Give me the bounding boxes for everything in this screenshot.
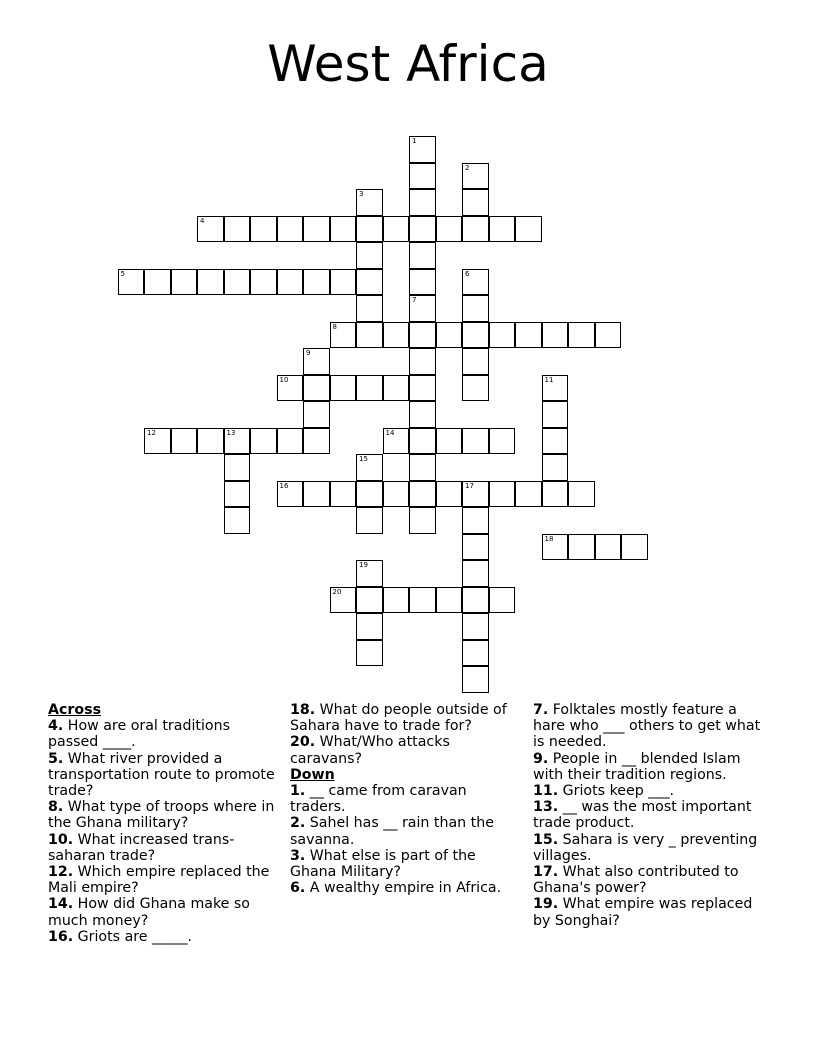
grid-cell[interactable] — [462, 507, 489, 534]
grid-cell[interactable] — [595, 322, 622, 349]
grid-cell[interactable] — [542, 481, 569, 508]
cell-number: 18 — [544, 534, 554, 543]
grid-cell[interactable] — [515, 216, 542, 243]
grid-cell[interactable] — [542, 375, 569, 402]
clue-down-11: 11. Griots keep ___. — [533, 783, 675, 800]
grid-cell[interactable] — [409, 428, 436, 455]
grid-cell[interactable] — [356, 375, 383, 402]
grid-cell[interactable] — [356, 507, 383, 534]
grid-cell[interactable] — [330, 322, 357, 349]
across-heading: Across — [48, 702, 102, 718]
cell-number: 2 — [465, 163, 470, 172]
grid-cell[interactable] — [356, 295, 383, 322]
cell-number: 13 — [226, 428, 236, 437]
clue-across-16: 16. Griots are _____. — [48, 928, 193, 945]
grid-cell[interactable] — [277, 269, 304, 296]
grid-cell[interactable] — [144, 428, 171, 455]
clue-across-10: 10. What increased trans-saharan trade? — [48, 831, 235, 864]
cell-number: 8 — [332, 322, 337, 331]
grid-cell[interactable] — [356, 216, 383, 243]
grid-cell[interactable] — [462, 666, 489, 693]
cell-number: 17 — [465, 481, 474, 490]
grid-cell[interactable] — [409, 348, 436, 375]
grid-cell[interactable] — [303, 428, 330, 455]
grid-cell[interactable] — [462, 428, 489, 455]
grid-cell[interactable] — [436, 322, 463, 349]
grid-cell[interactable] — [277, 481, 304, 508]
grid-cell[interactable] — [303, 375, 330, 402]
cell-number: 20 — [332, 587, 342, 596]
grid-cell[interactable] — [383, 428, 410, 455]
grid-cell[interactable] — [462, 322, 489, 349]
clue-down-3: 3. What else is part of the Ghana Military? — [290, 847, 476, 881]
grid-cell[interactable] — [542, 454, 569, 481]
grid-cell[interactable] — [462, 481, 489, 508]
grid-cell[interactable] — [409, 375, 436, 402]
cell-number: 5 — [120, 269, 125, 278]
grid-cell[interactable] — [462, 189, 489, 216]
grid-cell[interactable] — [462, 640, 489, 667]
clue-across-14: 14. How did Ghana make so much money? — [48, 896, 250, 929]
grid-cell[interactable] — [144, 269, 171, 296]
grid-cell[interactable] — [303, 401, 330, 428]
clue-across-12: 12. Which empire replaced the Mali empire? — [48, 864, 270, 897]
grid-cell[interactable] — [462, 613, 489, 640]
grid-cell[interactable] — [489, 481, 516, 508]
grid-cell[interactable] — [436, 216, 463, 243]
grid-cell[interactable] — [224, 216, 251, 243]
cell-number: 6 — [465, 269, 470, 278]
clue-across-20: 20. What/Who attacks caravans? — [290, 734, 450, 767]
grid-cell[interactable] — [356, 587, 383, 614]
grid-cell[interactable] — [330, 481, 357, 508]
clue-down-7: 7. Folktales mostly feature a hare who ___ others to get what is needed. — [533, 702, 761, 751]
grid-cell[interactable] — [250, 428, 277, 455]
cell-number: 3 — [359, 190, 364, 198]
grid-cell[interactable] — [436, 587, 463, 614]
grid-cell[interactable] — [224, 507, 251, 534]
grid-cell[interactable] — [542, 401, 569, 428]
grid-cell[interactable] — [250, 216, 277, 243]
grid-cell[interactable] — [383, 322, 410, 349]
grid-cell[interactable] — [462, 348, 489, 375]
grid-cell[interactable] — [303, 269, 330, 296]
grid-cell[interactable] — [462, 269, 489, 296]
grid-cell[interactable] — [250, 269, 277, 296]
grid-cell[interactable] — [515, 481, 542, 508]
grid-cell[interactable] — [409, 454, 436, 481]
clues-column-2 — [290, 702, 525, 896]
grid-cell[interactable] — [489, 322, 516, 349]
cell-number: 12 — [147, 428, 156, 437]
grid-cell[interactable] — [436, 481, 463, 508]
clues-column-1 — [48, 702, 283, 945]
grid-cell[interactable] — [356, 322, 383, 349]
grid-cell[interactable] — [356, 613, 383, 640]
cell-number: 9 — [306, 349, 311, 357]
grid-cell[interactable] — [330, 375, 357, 402]
down-heading: Down — [290, 766, 335, 783]
grid-cell[interactable] — [303, 348, 330, 375]
cell-number: 16 — [279, 481, 289, 490]
cell-number: 4 — [200, 216, 205, 225]
grid-cell[interactable] — [409, 481, 436, 508]
grid-cell[interactable] — [224, 454, 251, 481]
clue-down-6: 6. A wealthy empire in Africa. — [290, 880, 502, 897]
grid-cell[interactable] — [383, 481, 410, 508]
grid-cell[interactable] — [224, 269, 251, 296]
grid-cell[interactable] — [436, 428, 463, 455]
grid-cell[interactable] — [462, 216, 489, 243]
cell-number: 1 — [412, 137, 417, 145]
grid-cell[interactable] — [542, 322, 569, 349]
grid-cell[interactable] — [409, 295, 436, 322]
cell-number: 15 — [359, 455, 368, 463]
cell-number: 10 — [279, 375, 289, 384]
grid-cell[interactable] — [595, 534, 622, 561]
grid-cell[interactable] — [303, 481, 330, 508]
grid-cell[interactable] — [409, 189, 436, 216]
grid-cell[interactable] — [330, 587, 357, 614]
grid-cell[interactable] — [356, 640, 383, 667]
grid-cell[interactable] — [277, 428, 304, 455]
grid-cell[interactable] — [383, 216, 410, 243]
clue-down-19: 19. What empire was replaced by Songhai? — [533, 896, 753, 929]
grid-cell[interactable] — [462, 375, 489, 402]
grid-cell[interactable] — [303, 216, 330, 243]
grid-cell[interactable] — [542, 428, 569, 455]
clue-across-18: 18. What do people outside of Sahara have to trade for? — [290, 702, 507, 735]
grid-cell[interactable] — [409, 587, 436, 614]
grid-cell[interactable] — [489, 216, 516, 243]
grid-cell[interactable] — [621, 534, 648, 561]
grid-cell[interactable] — [118, 269, 145, 296]
grid-cell[interactable] — [409, 242, 436, 269]
grid-cell[interactable] — [462, 587, 489, 614]
grid-cell[interactable] — [462, 295, 489, 322]
grid-cell[interactable] — [542, 534, 569, 561]
grid-cell[interactable] — [356, 189, 383, 216]
grid-cell[interactable] — [409, 507, 436, 534]
grid-cell[interactable] — [568, 481, 595, 508]
grid-cell[interactable] — [356, 481, 383, 508]
grid-cell[interactable] — [409, 269, 436, 296]
grid-cell[interactable] — [197, 428, 224, 455]
grid-cell[interactable] — [462, 560, 489, 587]
grid-cell[interactable] — [197, 269, 224, 296]
grid-cell[interactable] — [568, 322, 595, 349]
grid-cell[interactable] — [171, 428, 198, 455]
cell-number: 14 — [385, 428, 395, 437]
grid-cell[interactable] — [383, 375, 410, 402]
grid-cell[interactable] — [409, 136, 436, 163]
grid-cell[interactable] — [489, 587, 516, 614]
grid-cell[interactable] — [224, 428, 251, 455]
cell-number: 7 — [412, 296, 417, 304]
clue-across-5: 5. What river provided a transportation route to promote trade? — [48, 750, 275, 800]
grid-cell[interactable] — [224, 481, 251, 508]
clue-down-15: 15. Sahara is very _ preventing villages. — [533, 831, 758, 864]
grid-cell[interactable] — [462, 534, 489, 561]
cell-number: 19 — [359, 561, 368, 569]
grid-cell[interactable] — [568, 534, 595, 561]
grid-cell[interactable] — [356, 454, 383, 481]
grid-cell[interactable] — [409, 216, 436, 243]
grid-cell[interactable] — [356, 242, 383, 269]
grid-cell[interactable] — [330, 269, 357, 296]
clue-down-9: 9. People in __ blended Islam with their tradition regions. — [533, 750, 741, 783]
grid-cell[interactable] — [409, 322, 436, 349]
grid-cell[interactable] — [197, 216, 224, 243]
grid-cell[interactable] — [409, 401, 436, 428]
grid-cell[interactable] — [489, 428, 516, 455]
grid-cell[interactable] — [356, 560, 383, 587]
page-title: West Africa — [267, 35, 549, 93]
grid-cell[interactable] — [330, 216, 357, 243]
clue-across-8: 8. What type of troops where in the Ghana military? — [48, 799, 275, 832]
grid-cell[interactable] — [409, 163, 436, 190]
grid-cell[interactable] — [171, 269, 198, 296]
clue-across-4: 4. How are oral traditions passed ____. — [48, 718, 230, 751]
grid-cell[interactable] — [515, 322, 542, 349]
clue-down-13: 13. __ was the most important trade product. — [533, 799, 752, 832]
grid-cell[interactable] — [383, 587, 410, 614]
clue-down-1: 1. __ came from caravan traders. — [290, 783, 467, 816]
cell-number: 11 — [544, 375, 554, 384]
clue-down-17: 17. What also contributed to Ghana's power? — [533, 864, 739, 897]
grid-cell[interactable] — [277, 216, 304, 243]
clues-column-3 — [533, 702, 768, 929]
grid-cell[interactable] — [462, 163, 489, 190]
clue-down-2: 2. Sahel has __ rain than the savanna. — [290, 815, 494, 848]
grid-cell[interactable] — [356, 269, 383, 296]
grid-cell[interactable] — [277, 375, 304, 402]
